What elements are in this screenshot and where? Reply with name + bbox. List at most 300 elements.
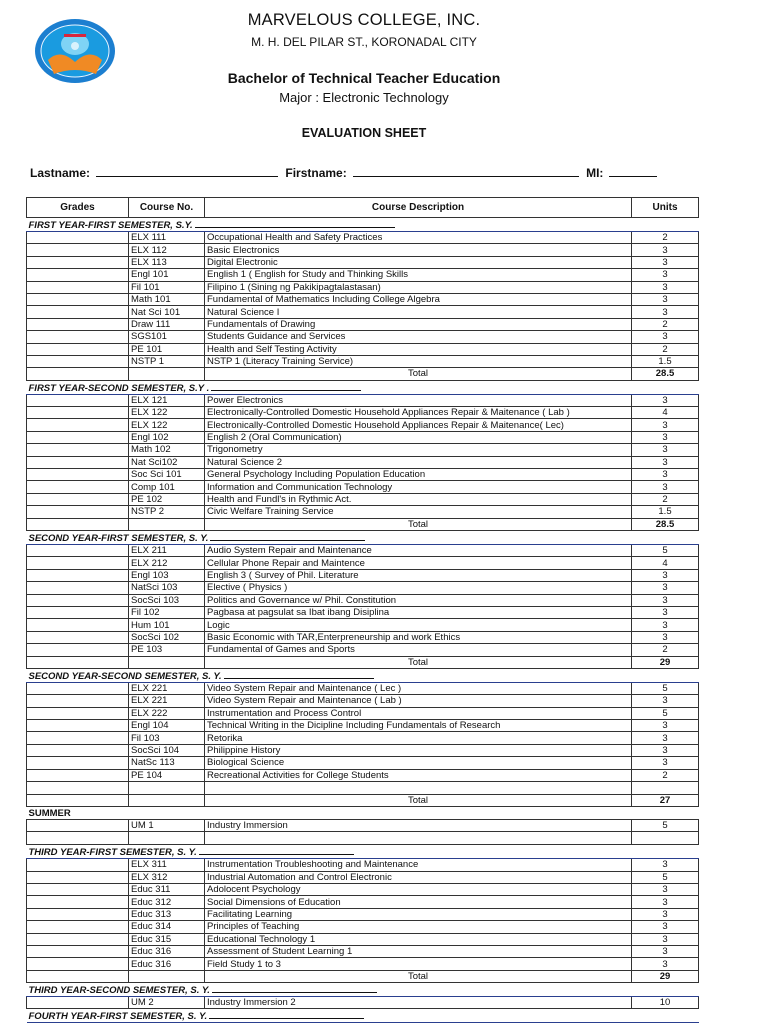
course-description-cell: Elective ( Physics ) bbox=[205, 582, 632, 594]
course-description-cell: Industry Immersion bbox=[205, 819, 632, 831]
units-cell bbox=[632, 832, 699, 845]
total-row bbox=[27, 656, 699, 668]
units-cell: 3 bbox=[632, 619, 699, 631]
semester-header-row bbox=[27, 668, 699, 682]
grade-cell[interactable] bbox=[27, 997, 129, 1009]
course-description-cell: Fundamental of Games and Sports bbox=[205, 644, 632, 656]
units-cell: 3 bbox=[632, 883, 699, 895]
grade-cell[interactable] bbox=[27, 557, 129, 569]
course-no-cell bbox=[129, 795, 205, 807]
course-no-cell: NatSci 103 bbox=[129, 582, 205, 594]
course-row bbox=[27, 569, 699, 581]
course-description-cell: Recreational Activities for College Students bbox=[205, 769, 632, 781]
semester-title bbox=[27, 380, 699, 394]
units-cell: 1.5 bbox=[632, 355, 699, 367]
course-row bbox=[27, 244, 699, 256]
units-cell: 3 bbox=[632, 582, 699, 594]
grade-cell[interactable] bbox=[27, 506, 129, 518]
units-cell: 3 bbox=[632, 481, 699, 493]
grade-cell[interactable] bbox=[27, 293, 129, 305]
semester-header-row bbox=[27, 380, 699, 394]
grade-cell[interactable] bbox=[27, 569, 129, 581]
course-description-cell: Audio System Repair and Maintenance bbox=[205, 544, 632, 556]
units-cell: 5 bbox=[632, 871, 699, 883]
course-no-cell: Engl 101 bbox=[129, 269, 205, 281]
course-no-cell: Educ 314 bbox=[129, 921, 205, 933]
grade-cell[interactable] bbox=[27, 859, 129, 871]
mi-label: MI: bbox=[586, 166, 604, 180]
grade-cell[interactable] bbox=[27, 732, 129, 744]
course-no-cell: Fil 103 bbox=[129, 732, 205, 744]
total-row bbox=[27, 518, 699, 530]
grades-header: Grades bbox=[27, 198, 129, 218]
grade-cell[interactable] bbox=[27, 631, 129, 643]
course-description-cell: Pagbasa at pagsulat sa Ibat ibang Disiplina bbox=[205, 606, 632, 618]
course-description-cell: Natural Science 2 bbox=[205, 456, 632, 468]
units-cell: 3 bbox=[632, 256, 699, 268]
course-no-cell: Educ 316 bbox=[129, 945, 205, 957]
units-cell: 3 bbox=[632, 933, 699, 945]
course-no-cell: Hum 101 bbox=[129, 619, 205, 631]
course-description-cell: Adolocent Psychology bbox=[205, 883, 632, 895]
evaluation-table bbox=[26, 197, 699, 1023]
grade-cell[interactable] bbox=[27, 695, 129, 707]
course-row bbox=[27, 682, 699, 694]
units-cell: 3 bbox=[632, 859, 699, 871]
course-description-cell: Health and Fundl's in Rythmic Act. bbox=[205, 493, 632, 505]
units-cell: 3 bbox=[632, 757, 699, 769]
grade-cell bbox=[27, 795, 129, 807]
semester-title bbox=[27, 807, 699, 819]
semester-header-row bbox=[27, 807, 699, 819]
college-name: MARVELOUS COLLEGE, INC. bbox=[247, 11, 481, 29]
course-description-cell: Students Guidance and Services bbox=[205, 331, 632, 343]
course-row bbox=[27, 859, 699, 871]
semester-header-row bbox=[27, 845, 699, 859]
course-row bbox=[27, 644, 699, 656]
course-row bbox=[27, 819, 699, 831]
semester-header-row bbox=[27, 983, 699, 997]
grade-cell[interactable] bbox=[27, 644, 129, 656]
course-no-cell: SocSci 102 bbox=[129, 631, 205, 643]
course-no-cell: ELX 113 bbox=[129, 256, 205, 268]
units-cell: 3 bbox=[632, 456, 699, 468]
course-description-cell: Industry Immersion 2 bbox=[205, 997, 632, 1009]
school-year-blank[interactable] bbox=[199, 845, 354, 855]
units-cell: 4 bbox=[632, 557, 699, 569]
course-row bbox=[27, 720, 699, 732]
grade-cell[interactable] bbox=[27, 269, 129, 281]
total-units: 28.5 bbox=[632, 518, 699, 530]
course-row bbox=[27, 232, 699, 244]
units-cell: 3 bbox=[632, 695, 699, 707]
grade-cell[interactable] bbox=[27, 921, 129, 933]
course-no-cell: PE 101 bbox=[129, 343, 205, 355]
grade-cell[interactable] bbox=[27, 544, 129, 556]
units-cell: 3 bbox=[632, 744, 699, 756]
units-cell: 2 bbox=[632, 644, 699, 656]
grade-cell[interactable] bbox=[27, 281, 129, 293]
course-description-cell: Digital Electronic bbox=[205, 256, 632, 268]
grade-cell[interactable] bbox=[27, 394, 129, 406]
course-row bbox=[27, 606, 699, 618]
grade-cell[interactable] bbox=[27, 757, 129, 769]
units-cell: 3 bbox=[632, 631, 699, 643]
course-no-cell: Engl 104 bbox=[129, 720, 205, 732]
grade-cell[interactable] bbox=[27, 769, 129, 781]
course-description-cell: Basic Economic with TAR,Enterpreneurship and work Ethics bbox=[205, 631, 632, 643]
grade-cell[interactable] bbox=[27, 244, 129, 256]
units-cell: 4 bbox=[632, 407, 699, 419]
course-row bbox=[27, 695, 699, 707]
mi-field[interactable] bbox=[609, 164, 657, 177]
degree-title: Bachelor of Technical Teacher Education bbox=[227, 70, 501, 86]
course-no-cell: ELX 312 bbox=[129, 871, 205, 883]
semester-header-row bbox=[27, 1009, 699, 1023]
course-no-cell: Fil 101 bbox=[129, 281, 205, 293]
course-description-cell: Facilitating Learning bbox=[205, 908, 632, 920]
grade-cell[interactable] bbox=[27, 582, 129, 594]
semester-title bbox=[27, 218, 699, 232]
course-description-cell: Principles of Teaching bbox=[205, 921, 632, 933]
course-row bbox=[27, 958, 699, 970]
course-description-cell: Electronically-Controlled Domestic Household Appliances Repair & Maitenance ( Lab ) bbox=[205, 407, 632, 419]
course-row bbox=[27, 256, 699, 268]
course-no-cell: Draw 111 bbox=[129, 318, 205, 330]
lastname-field[interactable] bbox=[96, 164, 278, 177]
grade-cell[interactable] bbox=[27, 232, 129, 244]
grade-cell bbox=[27, 970, 129, 982]
semester-title-text: SUMMER bbox=[28, 807, 71, 819]
grade-cell[interactable] bbox=[27, 958, 129, 970]
course-row bbox=[27, 832, 699, 845]
grade-cell bbox=[27, 518, 129, 530]
grade-cell[interactable] bbox=[27, 871, 129, 883]
grade-cell[interactable] bbox=[27, 306, 129, 318]
units-cell: 3 bbox=[632, 269, 699, 281]
semester-title-text: THIRD YEAR-SECOND SEMESTER, S. Y. bbox=[28, 985, 210, 997]
course-description-cell: Basic Electronics bbox=[205, 244, 632, 256]
semester-title bbox=[27, 668, 699, 682]
course-row bbox=[27, 469, 699, 481]
course-row bbox=[27, 619, 699, 631]
grade-cell[interactable] bbox=[27, 933, 129, 945]
course-description-cell: Trigonometry bbox=[205, 444, 632, 456]
course-description-cell: Health and Self Testing Activity bbox=[205, 343, 632, 355]
total-label: Total bbox=[205, 970, 632, 982]
total-label: Total bbox=[205, 518, 632, 530]
grade-cell[interactable] bbox=[27, 707, 129, 719]
school-year-blank[interactable] bbox=[224, 669, 374, 679]
course-no-cell: SocSci 103 bbox=[129, 594, 205, 606]
course-no-cell bbox=[129, 832, 205, 845]
course-row bbox=[27, 997, 699, 1009]
units-cell: 3 bbox=[632, 606, 699, 618]
semester-title-text: FIRST YEAR-FIRST SEMESTER, S.Y. bbox=[28, 220, 193, 231]
course-row bbox=[27, 444, 699, 456]
grade-cell[interactable] bbox=[27, 606, 129, 618]
units-cell: 3 bbox=[632, 945, 699, 957]
total-units: 27 bbox=[632, 795, 699, 807]
course-description-cell: Biological Science bbox=[205, 757, 632, 769]
course-description-cell: Cellular Phone Repair and Maintence bbox=[205, 557, 632, 569]
units-cell: 5 bbox=[632, 682, 699, 694]
course-row bbox=[27, 594, 699, 606]
grade-cell[interactable] bbox=[27, 782, 129, 795]
units-cell: 3 bbox=[632, 444, 699, 456]
course-description-cell: Logic bbox=[205, 619, 632, 631]
total-label: Total bbox=[205, 795, 632, 807]
units-cell: 2 bbox=[632, 343, 699, 355]
grade-cell[interactable] bbox=[27, 720, 129, 732]
course-description-cell: General Psychology Including Population Education bbox=[205, 469, 632, 481]
course-description-cell: Power Electronics bbox=[205, 394, 632, 406]
semester-title-text: THIRD YEAR-FIRST SEMESTER, S. Y. bbox=[28, 847, 197, 859]
course-description-cell: Information and Communication Technology bbox=[205, 481, 632, 493]
grade-cell[interactable] bbox=[27, 456, 129, 468]
school-year-blank[interactable] bbox=[209, 1009, 364, 1019]
units-cell: 3 bbox=[632, 569, 699, 581]
grade-cell[interactable] bbox=[27, 355, 129, 367]
course-no-cell: UM 2 bbox=[129, 997, 205, 1009]
units-cell: 3 bbox=[632, 293, 699, 305]
grade-cell[interactable] bbox=[27, 682, 129, 694]
course-row bbox=[27, 269, 699, 281]
course-row bbox=[27, 343, 699, 355]
course-row bbox=[27, 431, 699, 443]
course-description-cell: Assessment of Student Learning 1 bbox=[205, 945, 632, 957]
sheet-title: EVALUATION SHEET bbox=[301, 126, 427, 140]
grade-cell[interactable] bbox=[27, 832, 129, 845]
course-row bbox=[27, 394, 699, 406]
course-row bbox=[27, 921, 699, 933]
course-no-cell: ELX 112 bbox=[129, 244, 205, 256]
grade-cell[interactable] bbox=[27, 945, 129, 957]
course-row bbox=[27, 883, 699, 895]
course-no-cell bbox=[129, 518, 205, 530]
grade-cell[interactable] bbox=[27, 331, 129, 343]
course-no-cell: PE 103 bbox=[129, 644, 205, 656]
grade-cell[interactable] bbox=[27, 256, 129, 268]
course-description-cell: Instrumentation and Process Control bbox=[205, 707, 632, 719]
units-cell: 3 bbox=[632, 419, 699, 431]
course-no-cell: ELX 122 bbox=[129, 419, 205, 431]
course-row bbox=[27, 871, 699, 883]
grade-cell[interactable] bbox=[27, 343, 129, 355]
course-row bbox=[27, 355, 699, 367]
course-row bbox=[27, 908, 699, 920]
grade-cell bbox=[27, 368, 129, 380]
units-cell: 2 bbox=[632, 493, 699, 505]
school-year-blank[interactable] bbox=[195, 218, 395, 228]
course-no-cell: NatSc 113 bbox=[129, 757, 205, 769]
total-label: Total bbox=[205, 656, 632, 668]
course-no-cell: ELX 311 bbox=[129, 859, 205, 871]
units-cell bbox=[632, 782, 699, 795]
course-row bbox=[27, 732, 699, 744]
course-no-cell: Math 101 bbox=[129, 293, 205, 305]
school-year-blank[interactable] bbox=[211, 381, 361, 391]
course-no-cell: PE 102 bbox=[129, 493, 205, 505]
description-header: Course Description bbox=[205, 198, 632, 218]
grade-cell[interactable] bbox=[27, 819, 129, 831]
grade-cell[interactable] bbox=[27, 469, 129, 481]
course-no-cell bbox=[129, 782, 205, 795]
units-cell: 3 bbox=[632, 594, 699, 606]
course-no-cell: NSTP 1 bbox=[129, 355, 205, 367]
lastname-label: Lastname: bbox=[30, 166, 91, 180]
course-row bbox=[27, 782, 699, 795]
units-cell: 1.5 bbox=[632, 506, 699, 518]
course-row bbox=[27, 493, 699, 505]
course-row bbox=[27, 306, 699, 318]
course-no-cell: ELX 221 bbox=[129, 682, 205, 694]
course-row bbox=[27, 318, 699, 330]
course-description-cell: Technical Writing in the Dicipline Including Fundamentals of Research bbox=[205, 720, 632, 732]
course-row bbox=[27, 896, 699, 908]
units-cell: 5 bbox=[632, 819, 699, 831]
units-cell: 2 bbox=[632, 232, 699, 244]
course-row bbox=[27, 557, 699, 569]
firstname-label: Firstname: bbox=[285, 166, 347, 180]
units-cell: 5 bbox=[632, 707, 699, 719]
units-cell: 3 bbox=[632, 244, 699, 256]
semester-header-row bbox=[27, 218, 699, 232]
course-no-cell: Nat Sci 101 bbox=[129, 306, 205, 318]
school-year-blank[interactable] bbox=[212, 983, 377, 993]
course-description-cell: Video System Repair and Maintenance ( Lab ) bbox=[205, 695, 632, 707]
course-no-cell: ELX 111 bbox=[129, 232, 205, 244]
course-row bbox=[27, 506, 699, 518]
grade-cell[interactable] bbox=[27, 744, 129, 756]
course-no-cell: ELX 211 bbox=[129, 544, 205, 556]
units-cell: 3 bbox=[632, 958, 699, 970]
course-row bbox=[27, 933, 699, 945]
school-year-blank[interactable] bbox=[210, 531, 365, 541]
course-no-cell: SocSci 104 bbox=[129, 744, 205, 756]
course-row bbox=[27, 293, 699, 305]
course-description-cell: English 2 (Oral Communication) bbox=[205, 431, 632, 443]
course-description-cell: Field Study 1 to 3 bbox=[205, 958, 632, 970]
units-cell: 10 bbox=[632, 997, 699, 1009]
course-no-cell: UM 1 bbox=[129, 819, 205, 831]
major-title: Major : Electronic Technology bbox=[279, 90, 449, 105]
course-description-cell: Electronically-Controlled Domestic Household Appliances Repair & Maitenance( Lec) bbox=[205, 419, 632, 431]
course-description-cell: Fundamental of Mathematics Including College Algebra bbox=[205, 293, 632, 305]
course-no-cell: ELX 122 bbox=[129, 407, 205, 419]
grade-cell[interactable] bbox=[27, 493, 129, 505]
semester-title bbox=[27, 1009, 699, 1023]
units-cell: 3 bbox=[632, 469, 699, 481]
course-no-cell: PE 104 bbox=[129, 769, 205, 781]
units-cell: 3 bbox=[632, 394, 699, 406]
semester-title bbox=[27, 983, 699, 997]
course-description-cell: NSTP 1 (Literacy Training Service) bbox=[205, 355, 632, 367]
total-units: 29 bbox=[632, 970, 699, 982]
firstname-field[interactable] bbox=[353, 164, 579, 177]
course-row bbox=[27, 757, 699, 769]
table-header-row bbox=[27, 198, 699, 218]
course-no-cell: Educ 312 bbox=[129, 896, 205, 908]
grade-cell[interactable] bbox=[27, 883, 129, 895]
course-row bbox=[27, 769, 699, 781]
total-row bbox=[27, 970, 699, 982]
grade-cell[interactable] bbox=[27, 419, 129, 431]
course-no-cell: ELX 121 bbox=[129, 394, 205, 406]
course-description-cell: Fundamentals of Drawing bbox=[205, 318, 632, 330]
course-no-cell: Soc Sci 101 bbox=[129, 469, 205, 481]
course-no-cell: Educ 316 bbox=[129, 958, 205, 970]
grade-cell[interactable] bbox=[27, 594, 129, 606]
course-no-cell: ELX 221 bbox=[129, 695, 205, 707]
course-description-cell: Philippine History bbox=[205, 744, 632, 756]
course-no-header: Course No. bbox=[129, 198, 205, 218]
semester-title-text: FOURTH YEAR-FIRST SEMESTER, S. Y. bbox=[28, 1011, 208, 1023]
units-cell: 2 bbox=[632, 318, 699, 330]
semester-title bbox=[27, 530, 699, 544]
units-cell: 3 bbox=[632, 431, 699, 443]
semester-title-text: SECOND YEAR-FIRST SEMESTER, S. Y. bbox=[28, 532, 209, 544]
course-no-cell: Engl 103 bbox=[129, 569, 205, 581]
course-description-cell: Industrial Automation and Control Electronic bbox=[205, 871, 632, 883]
course-no-cell: ELX 222 bbox=[129, 707, 205, 719]
units-cell: 3 bbox=[632, 921, 699, 933]
total-units: 29 bbox=[632, 656, 699, 668]
grade-cell[interactable] bbox=[27, 318, 129, 330]
semester-title-text: SECOND YEAR-SECOND SEMESTER, S. Y. bbox=[28, 670, 222, 682]
grade-cell[interactable] bbox=[27, 481, 129, 493]
course-description-cell: Instrumentation Troubleshooting and Maintenance bbox=[205, 859, 632, 871]
units-cell: 3 bbox=[632, 281, 699, 293]
course-no-cell: Educ 315 bbox=[129, 933, 205, 945]
units-cell: 2 bbox=[632, 769, 699, 781]
course-row bbox=[27, 707, 699, 719]
total-label: Total bbox=[205, 368, 632, 380]
units-cell: 3 bbox=[632, 908, 699, 920]
course-no-cell: SGS101 bbox=[129, 331, 205, 343]
course-description-cell: Retorika bbox=[205, 732, 632, 744]
course-description-cell: Natural Science I bbox=[205, 306, 632, 318]
course-row bbox=[27, 945, 699, 957]
course-no-cell: Fil 102 bbox=[129, 606, 205, 618]
course-description-cell: Occupational Health and Safety Practices bbox=[205, 232, 632, 244]
grade-cell[interactable] bbox=[27, 407, 129, 419]
total-row bbox=[27, 368, 699, 380]
course-row bbox=[27, 544, 699, 556]
course-description-cell: Politics and Governance w/ Phil. Constitution bbox=[205, 594, 632, 606]
units-cell: 3 bbox=[632, 896, 699, 908]
course-row bbox=[27, 456, 699, 468]
course-description-cell: English 1 ( English for Study and Thinking Skills bbox=[205, 269, 632, 281]
units-cell: 3 bbox=[632, 331, 699, 343]
grade-cell[interactable] bbox=[27, 908, 129, 920]
course-row bbox=[27, 419, 699, 431]
grade-cell[interactable] bbox=[27, 619, 129, 631]
units-cell: 3 bbox=[632, 306, 699, 318]
course-no-cell: Engl 102 bbox=[129, 431, 205, 443]
course-row bbox=[27, 481, 699, 493]
semester-header-row bbox=[27, 530, 699, 544]
course-description-cell: Educational Technology 1 bbox=[205, 933, 632, 945]
units-cell: 5 bbox=[632, 544, 699, 556]
course-no-cell: NSTP 2 bbox=[129, 506, 205, 518]
grade-cell[interactable] bbox=[27, 444, 129, 456]
grade-cell[interactable] bbox=[27, 431, 129, 443]
course-description-cell bbox=[205, 832, 632, 845]
course-description-cell: Civic Welfare Training Service bbox=[205, 506, 632, 518]
grade-cell[interactable] bbox=[27, 896, 129, 908]
course-no-cell: ELX 212 bbox=[129, 557, 205, 569]
